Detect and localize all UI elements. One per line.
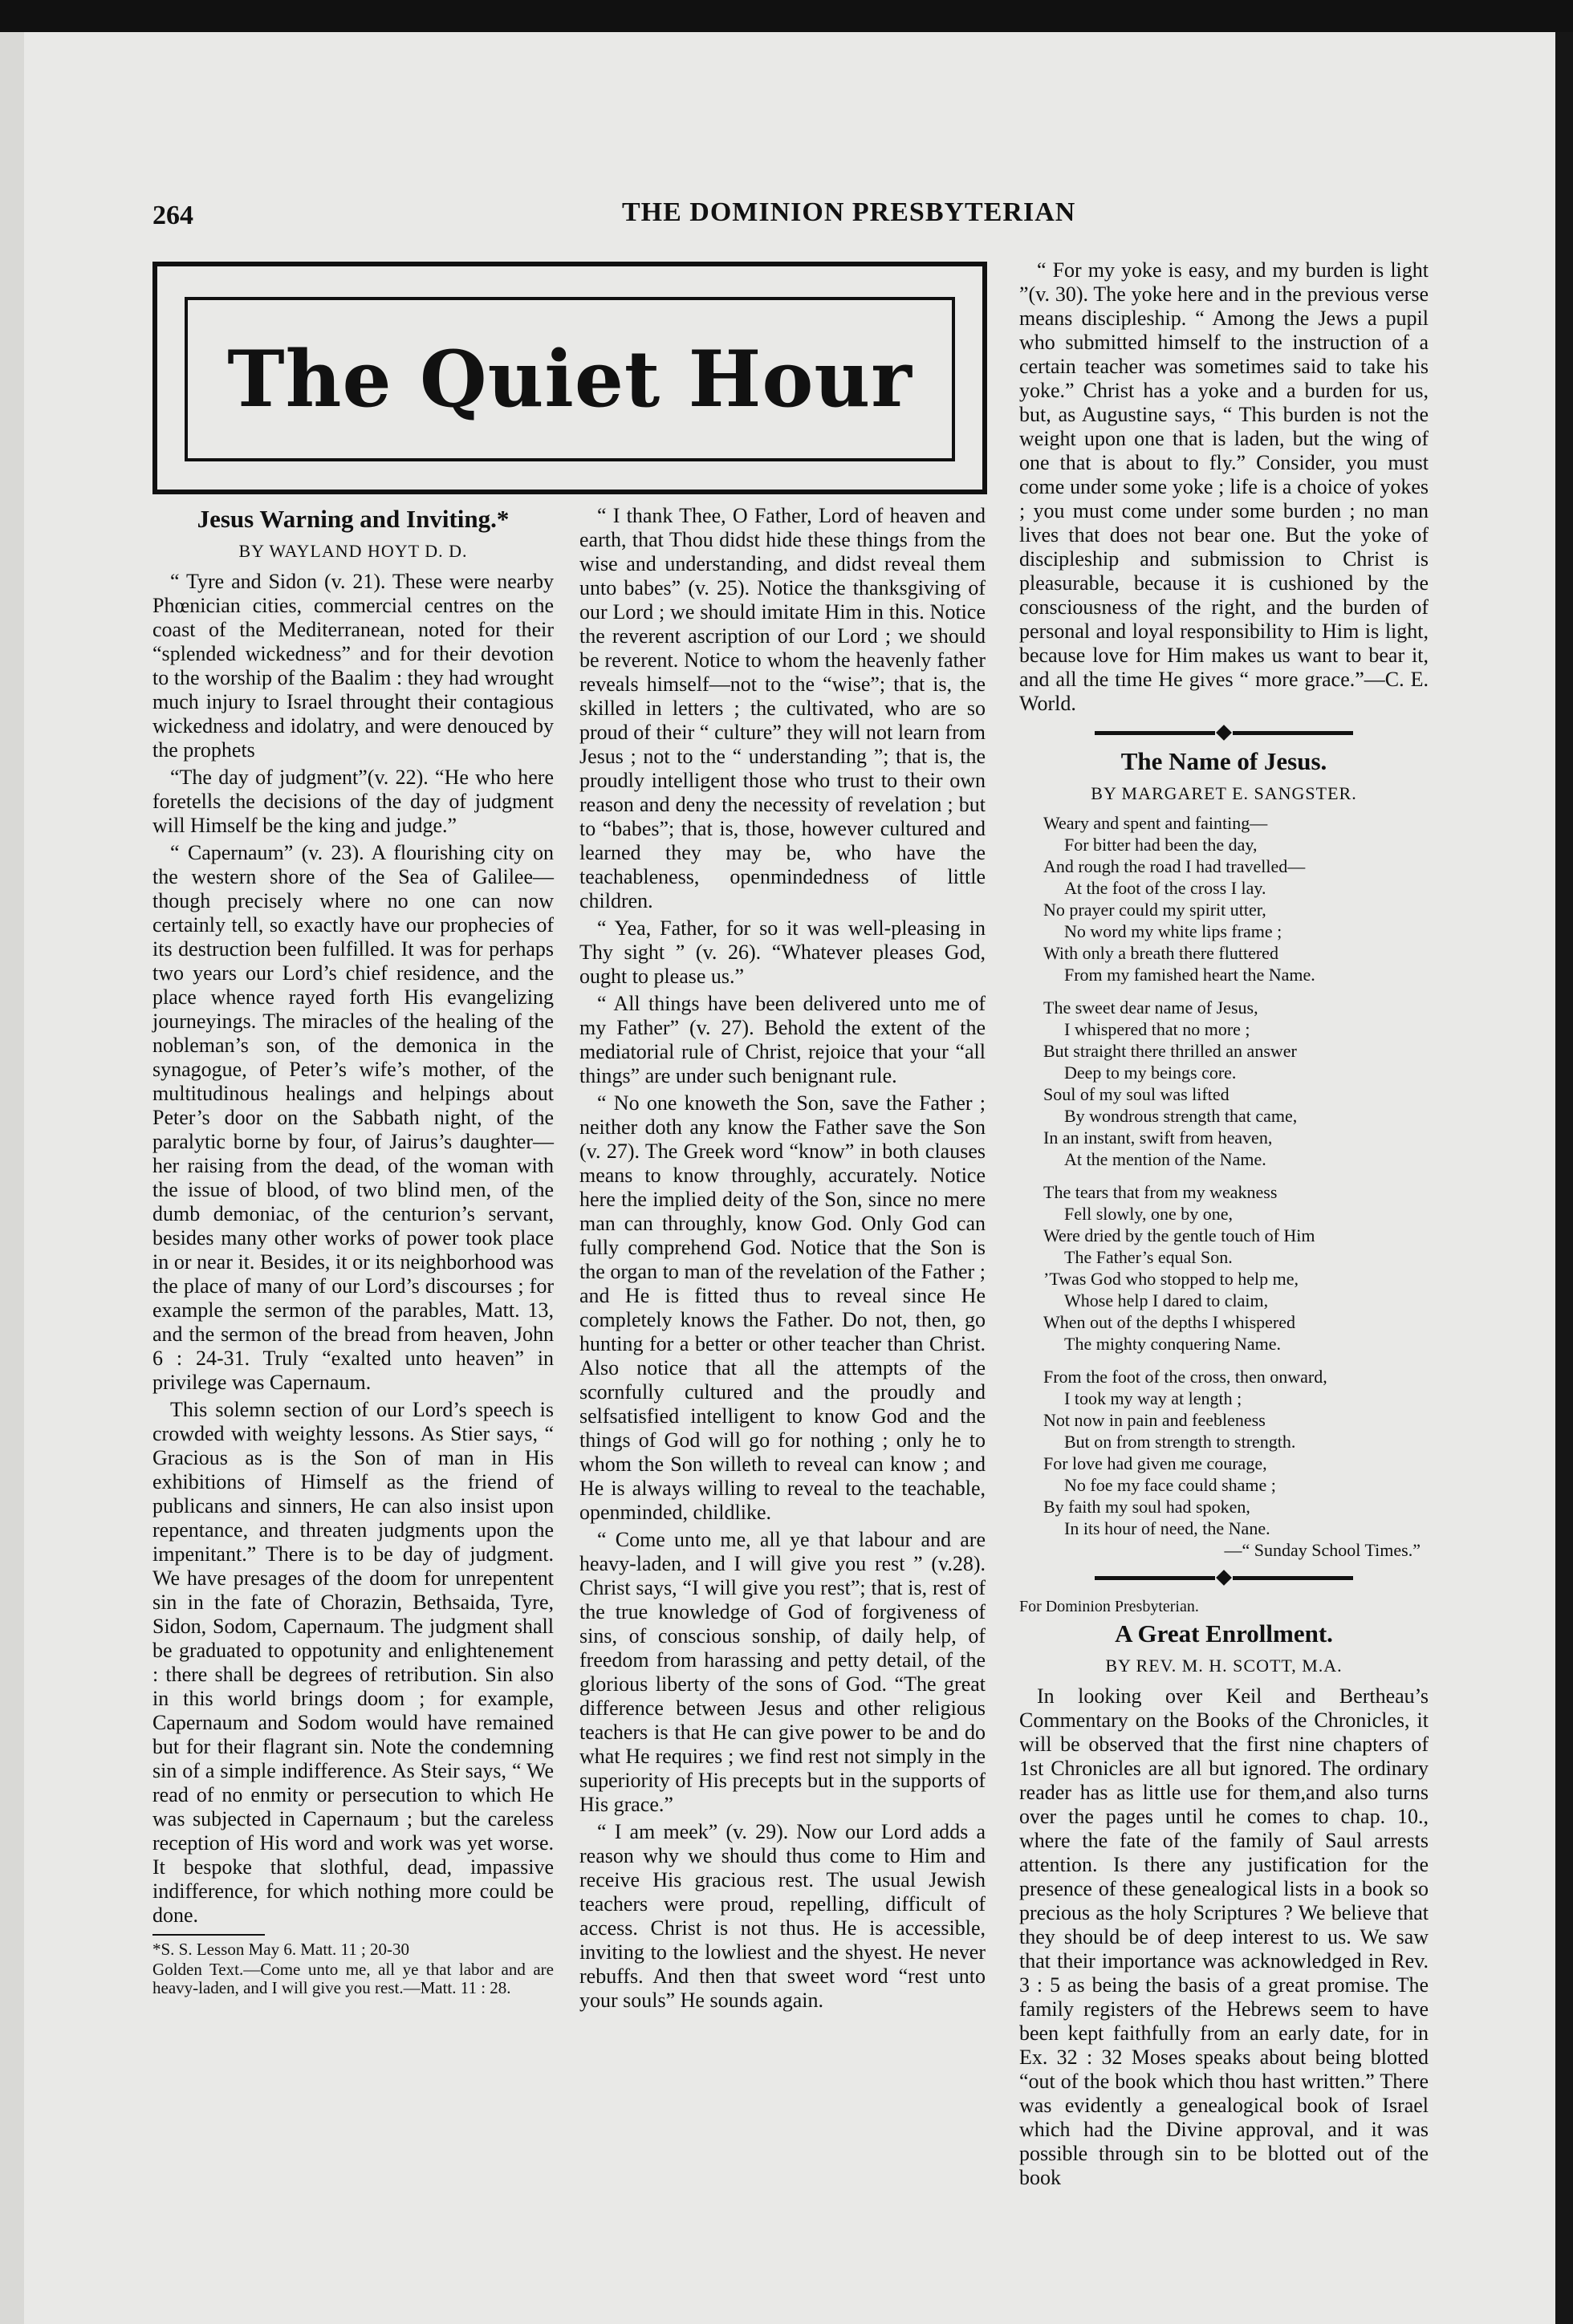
poem-line: With only a breath there fluttered: [1043, 943, 1278, 963]
footnote-lesson: *S. S. Lesson May 6. Matt. 11 ; 20-30: [152, 1940, 410, 1959]
poem-line: For love had given me courage,: [1043, 1453, 1267, 1473]
page-number: 264: [152, 201, 193, 230]
poem-line: At the mention of the Name.: [1064, 1149, 1266, 1169]
poem-line: But straight there thrilled an answer: [1043, 1041, 1297, 1061]
paragraph: “ I thank Thee, O Father, Lord of heaven and earth, that Thou didst hide these things from the wise and understanding, and didst reveal them unto babes” (v. 25). Notice the thanksgiving of our Lord ; we should imitate Him in this. Notice the reverent ascription of our Lord ; we should be reverent. Notice to whom the heavenly father reveals himself—not to the “wise”; that is, the skilled in letters ; the cultivated, who are so proud of their “ culture” they will not learn from Jesus ; not to the “ understanding ”; that is, the proudly intelligent those who trust to their own reason and deny the necessity of revelation ; but to “babes”; that is, those, however cultured and learned they may be, who have the teachableness, openmindedness of little children.: [579, 504, 986, 912]
paragraph: This solemn section of our Lord’s speech is crowded with weighty lessons. As Stier says, “ Gracious as is the Son of man in His exhibitions of Himself as the friend of publicans and sinners, He can also insist upon repentance, and threaten judgments upon the impenitant.” There is to be day of judgment. We have presages of the doom for unrepentent sin in the fate of Chorazin, Bethsaida, Tyre, Sidon, Sodom, Capernaum. The judgment shall be graduated to oppotunity and enlightenement : there shall be degrees of retribution. Sin also in this world brings doom ; for example, Capernaum and Sodom would have remained but for their flagrant sin. Note the condemning sin of a simple indifference. As Steir says, “ We read of no enmity or persecution to which He was subjected in Capernaum ; but the careless reception of His word and work was yet worse. It bespoke that slothful, dead, impassive indifference, for which nothing more could be done.: [152, 1398, 554, 1927]
poem-line: Soul of my soul was lifted: [1043, 1084, 1230, 1104]
poem-line: No foe my face could shame ;: [1064, 1475, 1276, 1495]
poem-line: In its hour of need, the Nane.: [1064, 1518, 1270, 1538]
poem-line: The sweet dear name of Jesus,: [1043, 997, 1258, 1018]
article-kicker: For Dominion Presbyterian.: [1019, 1598, 1199, 1615]
paragraph: “ No one knoweth the Son, save the Father ; neither doth any know the Father save the Son (v. 27). The Greek word “know” in both clauses means to know throughly, accurately. Notice here the implied deity of the Son, since no mere man can throughly, know God. Only God can fully comprehend God. Notice that the Son is the organ to man of the revelation of the Father ; and He is fitted thus to reveal since He completely knows the Father. Do not, then, go hunting for a better or other teacher than Christ. Also notice that all the attempts of the scornfully cultured and the proudly and selfsatisfied intelligent to know God and the things of God will go for nothing ; only he to whom the Son willeth to reveal can know ; and He is always willing to reveal to the teachable, openminded, childlike.: [579, 1091, 986, 1524]
poem-stanza: [1043, 1366, 1429, 1561]
poem-body: [1019, 812, 1429, 1561]
article-title: Jesus Warning and Inviting.*: [197, 505, 510, 533]
poem-title: The Name of Jesus.: [1120, 747, 1327, 775]
banner-title: The Quiet Hour: [227, 334, 913, 425]
section-divider: [1019, 727, 1429, 738]
scan-left-edge: [0, 32, 24, 2324]
banner-frame-inner: [185, 297, 955, 461]
poem-line: In an instant, swift from heaven,: [1043, 1127, 1273, 1148]
paragraph: “ I am meek” (v. 29). Now our Lord adds a reason why we should thus come to Him and receive His gracious rest. The usual Jewish teachers were proud, repelling, difficult of access. Christ is not thus. He is accessible, inviting to the lowliest and the shyest. He never rebuffs. And then that sweet word “rest unto your souls” He sounds again.: [579, 1820, 986, 2012]
column-3: [1019, 258, 1429, 2193]
poem-stanza: [1043, 1181, 1429, 1355]
article-byline: BY WAYLAND HOYT D. D.: [238, 541, 468, 561]
poem-line: For bitter had been the day,: [1064, 835, 1258, 855]
poem-line: The Father’s equal Son.: [1064, 1247, 1233, 1267]
paragraph: “ Come unto me, all ye that labour and are heavy-laden, and I will give you rest ” (v.28). Christ says, “I will give you rest”; that is, rest of the true knowledge of God of forgiveness of sins, of conscious sonship, of daily help, of freedom from harassing and petty detail, of the glorious liberty of the sons of God. “The great difference between Jesus and other religious teachers is that He can give power to be and do what He requires ; we find rest not simply in the superiority of His precepts but in the supports of His grace.”: [579, 1528, 986, 1816]
poem-line: No prayer could my spirit utter,: [1043, 900, 1266, 920]
poem-line: Weary and spent and fainting—: [1043, 813, 1268, 833]
scan-right-edge: [1555, 32, 1573, 2324]
diamond-ornament-icon: [1216, 1570, 1232, 1586]
poem-stanza: [1043, 812, 1429, 985]
poem-line: By wondrous strength that came,: [1064, 1106, 1298, 1126]
poem-line: But on from strength to strength.: [1064, 1432, 1296, 1452]
poem-source: —“ Sunday School Times.”: [1224, 1540, 1421, 1560]
footnote-golden-text: Golden Text.—Come unto me, all ye that labor and are heavy-laden, and I will give you rest.—Matt. 11 : 28.: [152, 1960, 554, 1997]
poem-line: And rough the road I had travelled—: [1043, 856, 1306, 876]
poem-line: ’Twas God who stopped to help me,: [1043, 1269, 1299, 1289]
poem-line: The mighty conquering Name.: [1064, 1334, 1282, 1354]
paragraph: In looking over Keil and Bertheau’s Commentary on the Books of the Chronicles, it will be observed that the first nine chapters of 1st Chronicles are all but ignored. The ordinary reader has as little use for them,and also turns over the pages until he comes to chap. 10., where the fate of the family of Saul arrests attention. Is there any justification for the presence of these genealogical lists in a book so precious as the holy Scriptures ? We believe that they should be of deep interest to us. We saw that their importance was acknowledged in Rev. 3 : 5 as being the basis of a great promise. The family registers of the Hebrews seem to have been kept faithfully from an early date, for in Ex. 32 : 32 Moses speaks about being blotted “out of the book which thou hast written.” There was evidently a genealogical book of Israel which had the Divine approval, and it was possible through sin to be blotted out of the book: [1019, 1684, 1429, 2189]
poem-line: From the foot of the cross, then onward,: [1043, 1367, 1327, 1387]
poem-line: When out of the depths I whispered: [1043, 1312, 1296, 1332]
poem-line: No word my white lips frame ;: [1064, 921, 1282, 941]
diamond-ornament-icon: [1216, 725, 1232, 741]
poem-line: At the foot of the cross I lay.: [1064, 878, 1266, 898]
poem-line: By faith my soul had spoken,: [1043, 1497, 1250, 1517]
footnote: [152, 1940, 554, 1997]
paragraph: “ For my yoke is easy, and my burden is light ”(v. 30). The yoke here and in the previous verse means discipleship. “ Among the Jews a pupil who submitted himself to the instruction of a certain teacher was sometimes said to take his yoke.” Christ has a yoke and a burden for us, but, as Augustine says, “ This burden is not the weight upon one that is laden, but the wing of one that is about to fly.” Consider, you must come under some yoke ; life is a choice of yokes ; you must come under some burden ; no man lives that does not bear one. But the yoke of discipleship and submission to Christ is pleasurable, because it is cushioned by the consciousness of the right, and the burden of personal and loyal responsibility to Him is light, because love for Him makes us want to bear it, and all the time He gives “ more grace.”—C. E. World.: [1019, 258, 1429, 715]
poem-line: Deep to my beings core.: [1064, 1062, 1237, 1083]
paragraph: “ Yea, Father, for so it was well-pleasing in Thy sight ” (v. 26). “Whatever pleases God, ought to please us.”: [579, 916, 986, 988]
paragraph: “ Capernaum” (v. 23). A flourishing city on the western shore of the Sea of Galilee—though precisely where no one can now certainly tell, so exactly have our prophecies of its destruction been fulfilled. It was for perhaps two years our Lord’s chief residence, and the place whence rayed forth His evangelizing journeyings. The miracles of the healing of the nobleman’s son, of the demonica in the synagogue, of Peter’s wife’s mother, of the multitudinous healings and helpings about Peter’s door on the Sabbath night, of the paralytic borne by four, of Jairus’s daughter—her raising from the dead, of the woman with the issue of blood, of two blind men, of the dumb demoniac, of the centurion’s servant, besides many other works of power took place in or near it. Besides, it or its neighborhood was the place of many of our Lord’s discourses ; for example the sermon of the parables, Matt. 13, and the sermon of the bread from heaven, John 6 : 24-31. Truly “exalted unto heaven” in privilege was Capernaum.: [152, 841, 554, 1394]
poem-line: I took my way at length ;: [1064, 1388, 1242, 1408]
column-1: [152, 504, 554, 1999]
article-byline: BY REV. M. H. SCOTT, M.A.: [1105, 1656, 1343, 1676]
paragraph: “ All things have been delivered unto me of my Father” (v. 27). Behold the extent of the mediatorial rule of Christ, rejoice that your “all things” are under such benignant rule.: [579, 992, 986, 1087]
running-head: THE DOMINION PRESBYTERIAN: [622, 197, 1076, 227]
poem-line: Not now in pain and feebleness: [1043, 1410, 1266, 1430]
poem-line: The tears that from my weakness: [1043, 1182, 1278, 1202]
column-2: [579, 504, 986, 2016]
poem-line: Were dried by the gentle touch of Him: [1043, 1225, 1315, 1245]
poem-stanza: [1043, 997, 1429, 1170]
poem-line: I whispered that no more ;: [1064, 1019, 1250, 1039]
paragraph: “ Tyre and Sidon (v. 21). These were nearby Phœnician cities, commercial centres on the coast of the Mediterranean, noted for their “splended wickedness” and for their devotion to the worship of the Baalim : they had wrought much injury to Israel throught their contagious wickedness and idolatry, and were denouced by the prophets: [152, 570, 554, 762]
poem-line: Whose help I dared to claim,: [1064, 1290, 1269, 1310]
paragraph: “The day of judgment”(v. 22). “He who here foretells the decisions of the day of judgment will Himself be the king and judge.”: [152, 766, 554, 837]
poem-line: From my famished heart the Name.: [1064, 965, 1315, 985]
section-divider: [1019, 1572, 1429, 1583]
poem-line: Fell slowly, one by one,: [1064, 1204, 1233, 1224]
poem-byline: BY MARGARET E. SANGSTER.: [1091, 783, 1357, 803]
article-title: A Great Enrollment.: [1115, 1619, 1333, 1648]
scan-top-edge: [0, 0, 1573, 32]
